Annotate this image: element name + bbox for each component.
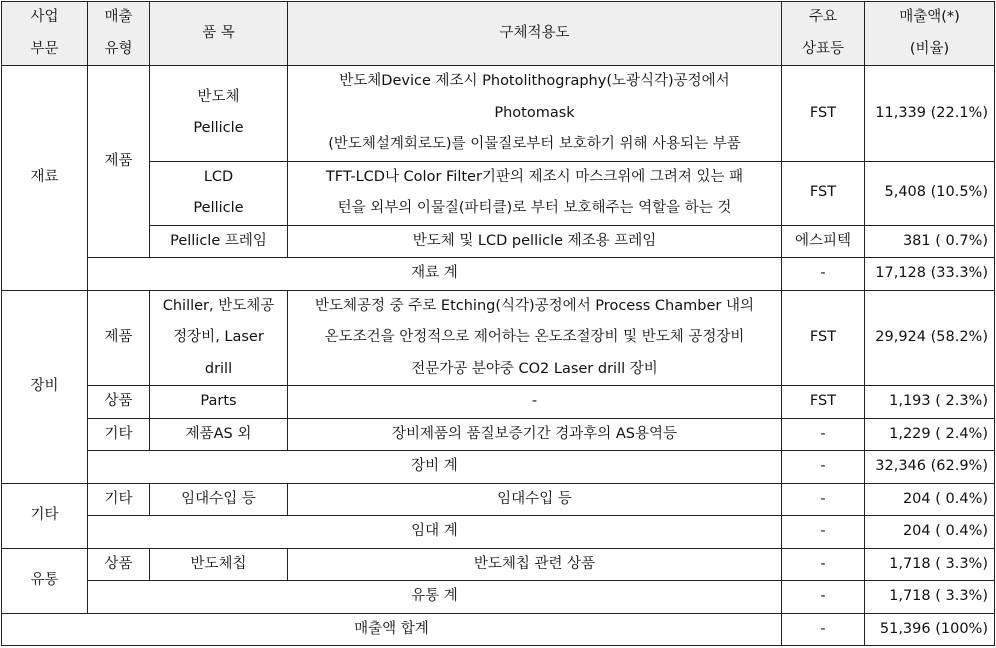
brand-cell: - [782,613,865,646]
cell-line: 매출 [104,9,133,25]
brand-cell: FST [782,386,865,419]
subtotal-label: 재료 계 [88,258,782,291]
usage-cell [288,225,782,258]
brand-cell: - [782,581,865,614]
item-cell: 반도체칩 [150,548,288,581]
brand-cell: - [782,548,865,581]
table-row [2,418,995,451]
cell-line: 정장비, Laser [173,329,264,345]
division-other: 기타 [2,483,88,548]
cell-line: 사업 [30,9,59,25]
cell-line: 반도체Device 제조시 Photolithography(노광식각)공정에서 [339,73,730,89]
amount-cell: 381 ( 0.7%) [865,225,995,258]
total-amount: 51,396 (100%) [865,613,995,646]
header-sales-type [88,2,150,66]
table-row [2,386,995,419]
cell-line: 유형 [104,40,133,57]
type-cell: 상품 [88,386,150,419]
total-label: 매출액 합계 [2,613,782,646]
brand-cell: - [782,418,865,451]
cell-line: Pellicle [193,120,244,137]
type-cell: 제품 [88,290,150,386]
amount-cell: 1,718 ( 3.3%) [865,548,995,581]
brand-cell: - [782,483,865,516]
header-brand [782,2,865,66]
item-cell [150,225,288,258]
subtotal-amount: 17,128 (33.3%) [865,258,995,291]
brand-cell: FST [782,161,865,225]
cell-line: 전문가공 분야중 CO2 Laser drill 장비 [411,360,658,377]
cell-line: Pellicle 프레임 [170,232,267,249]
cell-line: 반도체공정 중 주로 Etching(식각)공정에서 Process Chamber 내의 [315,297,754,314]
header-row [2,2,995,66]
header-division [2,2,88,66]
brand-cell: FST [782,66,865,162]
cell-line: LCD [203,168,234,185]
amount-cell: 11,339 (22.1%) [865,66,995,162]
table-row [2,161,995,225]
brand-cell: - [782,516,865,549]
division-equipment: 장비 [2,290,88,483]
usage-cell: 장비제품의 품질보증기간 경과후의 AS용역등 [288,418,782,451]
usage-cell: 반도체칩 관련 상품 [288,548,782,581]
usage-cell [288,161,782,225]
cell-line: TFT-LCD나 Color Filter기판의 제조시 마스크위에 그려져 있는 패 [325,168,744,185]
brand-cell: FST [782,290,865,386]
type-materials-product: 제품 [88,66,150,258]
amount-cell: 204 ( 0.4%) [865,483,995,516]
amount-cell: 29,924 (58.2%) [865,290,995,386]
amount-cell: 1,193 ( 2.3%) [865,386,995,419]
division-materials: 재료 [2,66,88,291]
cell-line: 주요 [808,9,837,25]
subtotal-row [2,516,995,549]
amount-cell: 5,408 (10.5%) [865,161,995,225]
brand-cell: - [782,451,865,484]
cell-line: (반도체설계회로도)를 이물질로부터 보호하기 위해 사용되는 부품 [328,136,741,152]
usage-cell: 임대수입 등 [288,483,782,516]
subtotal-amount: 204 ( 0.4%) [865,516,995,549]
cell-line: 온도조건을 안정적으로 제어하는 온도조절장비 및 반도체 공정장비 [324,329,745,345]
table-row [2,66,995,162]
type-cell: 상품 [88,548,150,581]
cell-line: drill [204,360,233,377]
cell-line: 턴을 외부의 이물질(파티클)로 부터 보호해주는 역할을 하는 것 [337,200,732,216]
header-amount [865,2,995,66]
subtotal-label: 임대 계 [88,516,782,549]
table-row [2,548,995,581]
total-row [2,613,995,646]
cell-line: 부문 [30,40,59,57]
cell-line: 상표등 [801,40,845,57]
brand-cell: - [782,258,865,291]
item-cell: 제품AS 외 [150,418,288,451]
brand-cell: 에스피텍 [782,225,865,258]
item-cell: Parts [150,386,288,419]
subtotal-row [2,258,995,291]
subtotal-amount: 32,346 (62.9%) [865,451,995,484]
subtotal-row [2,451,995,484]
table-row [2,290,995,386]
item-cell [150,66,288,162]
usage-cell: - [288,386,782,419]
cell-line: 반도체 [197,88,240,105]
header-item: 품 목 [150,2,288,66]
table-row [2,483,995,516]
item-cell [150,290,288,386]
item-cell: 임대수입 등 [150,483,288,516]
cell-line: 반도체 및 LCD pellicle 제조용 프레임 [412,232,657,249]
sales-table [1,1,995,646]
subtotal-label: 장비 계 [88,451,782,484]
cell-line: Chiller, 반도체공 [162,297,275,314]
cell-line: (비율) [909,40,950,57]
subtotal-label: 유통 계 [88,581,782,614]
amount-cell: 1,229 ( 2.4%) [865,418,995,451]
usage-cell [288,290,782,386]
table-row [2,225,995,258]
division-distribution: 유통 [2,548,88,613]
cell-line: Photomask [494,104,575,121]
subtotal-amount: 1,718 ( 3.3%) [865,581,995,614]
usage-cell [288,66,782,162]
header-usage: 구체적용도 [288,2,782,66]
item-cell [150,161,288,225]
subtotal-row [2,581,995,614]
type-cell: 기타 [88,418,150,451]
cell-line: 매출액(*) [899,9,960,25]
type-cell: 기타 [88,483,150,516]
cell-line: Pellicle [193,200,244,216]
